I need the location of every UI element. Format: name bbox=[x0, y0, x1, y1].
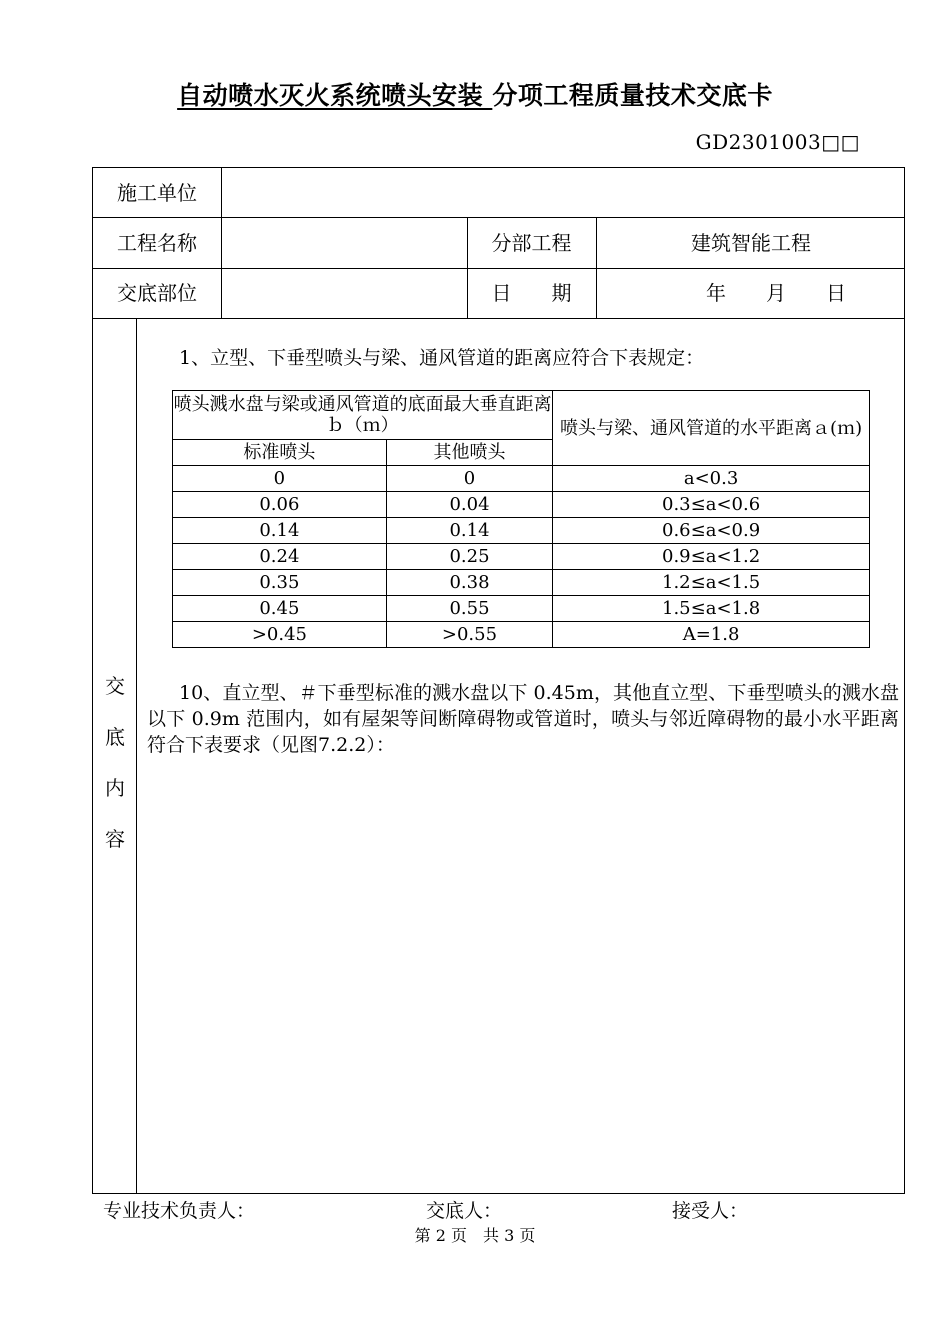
cell-horizontal: 0.6≤a<0.9 bbox=[553, 518, 870, 544]
table-row bbox=[173, 622, 870, 648]
side-char: 容 bbox=[105, 827, 125, 851]
row-divider bbox=[93, 217, 904, 218]
document-code: GD2301003□□ bbox=[695, 130, 860, 154]
table-row bbox=[173, 570, 870, 596]
cell-standard: 0.35 bbox=[173, 570, 387, 596]
cell-other: 0.25 bbox=[386, 544, 552, 570]
subproject-label: 分部工程 bbox=[491, 231, 572, 255]
project-label: 工程名称 bbox=[117, 231, 197, 255]
subproject-value: 建筑智能工程 bbox=[691, 231, 811, 255]
cell-standard: 0.14 bbox=[173, 518, 387, 544]
distance-spec-table bbox=[172, 390, 870, 648]
row-divider bbox=[93, 268, 904, 269]
discloser-signature-label: 交底人： bbox=[426, 1200, 503, 1222]
content-paragraph-2: 10、直立型、＃下垂型标准的溅水盘以下 0.45m，其他直立型、下垂型喷头的溅水盘以下 0.9m 范围内，如有屋架等间断障碍物或管道时，喷头与邻近障碍物的最小水平距离符合下表要求（见图7.2.2）： bbox=[147, 682, 899, 756]
document-title bbox=[0, 76, 950, 112]
cell-other: 0 bbox=[386, 466, 552, 492]
cell-horizontal: a<0.3 bbox=[553, 466, 870, 492]
content-side-label bbox=[93, 318, 137, 1193]
cell-horizontal: 1.2≤a<1.5 bbox=[553, 570, 870, 596]
title-rest: 分项工程质量技术交底卡 bbox=[492, 81, 773, 110]
table-subheader-other: 其他喷头 bbox=[386, 440, 552, 466]
cell-other: 0.14 bbox=[386, 518, 552, 544]
cell-other: 0.38 bbox=[386, 570, 552, 596]
side-char: 底 bbox=[105, 725, 125, 749]
side-char: 内 bbox=[105, 776, 125, 800]
table-row bbox=[173, 544, 870, 570]
cell-other: 0.04 bbox=[386, 492, 552, 518]
row-divider bbox=[93, 318, 904, 319]
receiver-signature-label: 接受人： bbox=[672, 1200, 749, 1222]
side-char: 交 bbox=[105, 674, 125, 698]
date-value: 年 月 日 bbox=[706, 281, 846, 305]
cell-horizontal: 0.9≤a<1.2 bbox=[553, 544, 870, 570]
disclosure-form bbox=[92, 167, 905, 1194]
cell-standard: >0.45 bbox=[173, 622, 387, 648]
table-row bbox=[173, 596, 870, 622]
cell-horizontal: 1.5≤a<1.8 bbox=[553, 596, 870, 622]
table-header-horizontal-distance: 喷头与梁、通风管道的水平距离ａ(ｍ) bbox=[553, 391, 870, 466]
tech-lead-signature-label: 专业技术负责人： bbox=[103, 1200, 256, 1222]
content-paragraph-1: 1、立型、下垂型喷头与梁、通风管道的距离应符合下表规定： bbox=[179, 347, 705, 369]
table-subheader-standard: 标准喷头 bbox=[173, 440, 387, 466]
table-header-vertical-distance: 喷头溅水盘与梁或通风管道的底面最大垂直距离ｂ（ｍ） bbox=[173, 391, 553, 440]
cell-other: 0.55 bbox=[386, 596, 552, 622]
cell-standard: 0.45 bbox=[173, 596, 387, 622]
cell-other: >0.55 bbox=[386, 622, 552, 648]
table-row bbox=[173, 466, 870, 492]
cell-horizontal: 0.3≤a<0.6 bbox=[553, 492, 870, 518]
cell-horizontal: A=1.8 bbox=[553, 622, 870, 648]
cell-standard: 0.24 bbox=[173, 544, 387, 570]
unit-label: 施工单位 bbox=[117, 181, 197, 205]
title-underlined: 自动喷水灭火系统喷头安装 bbox=[177, 81, 493, 110]
table-row bbox=[173, 518, 870, 544]
page-number: 第 2 页 共 3 页 bbox=[414, 1226, 536, 1245]
cell-standard: 0 bbox=[173, 466, 387, 492]
cell-standard: 0.06 bbox=[173, 492, 387, 518]
col-divider bbox=[221, 168, 222, 318]
table-row bbox=[173, 492, 870, 518]
part-label: 交底部位 bbox=[117, 281, 197, 305]
date-label: 日 期 bbox=[491, 281, 572, 305]
